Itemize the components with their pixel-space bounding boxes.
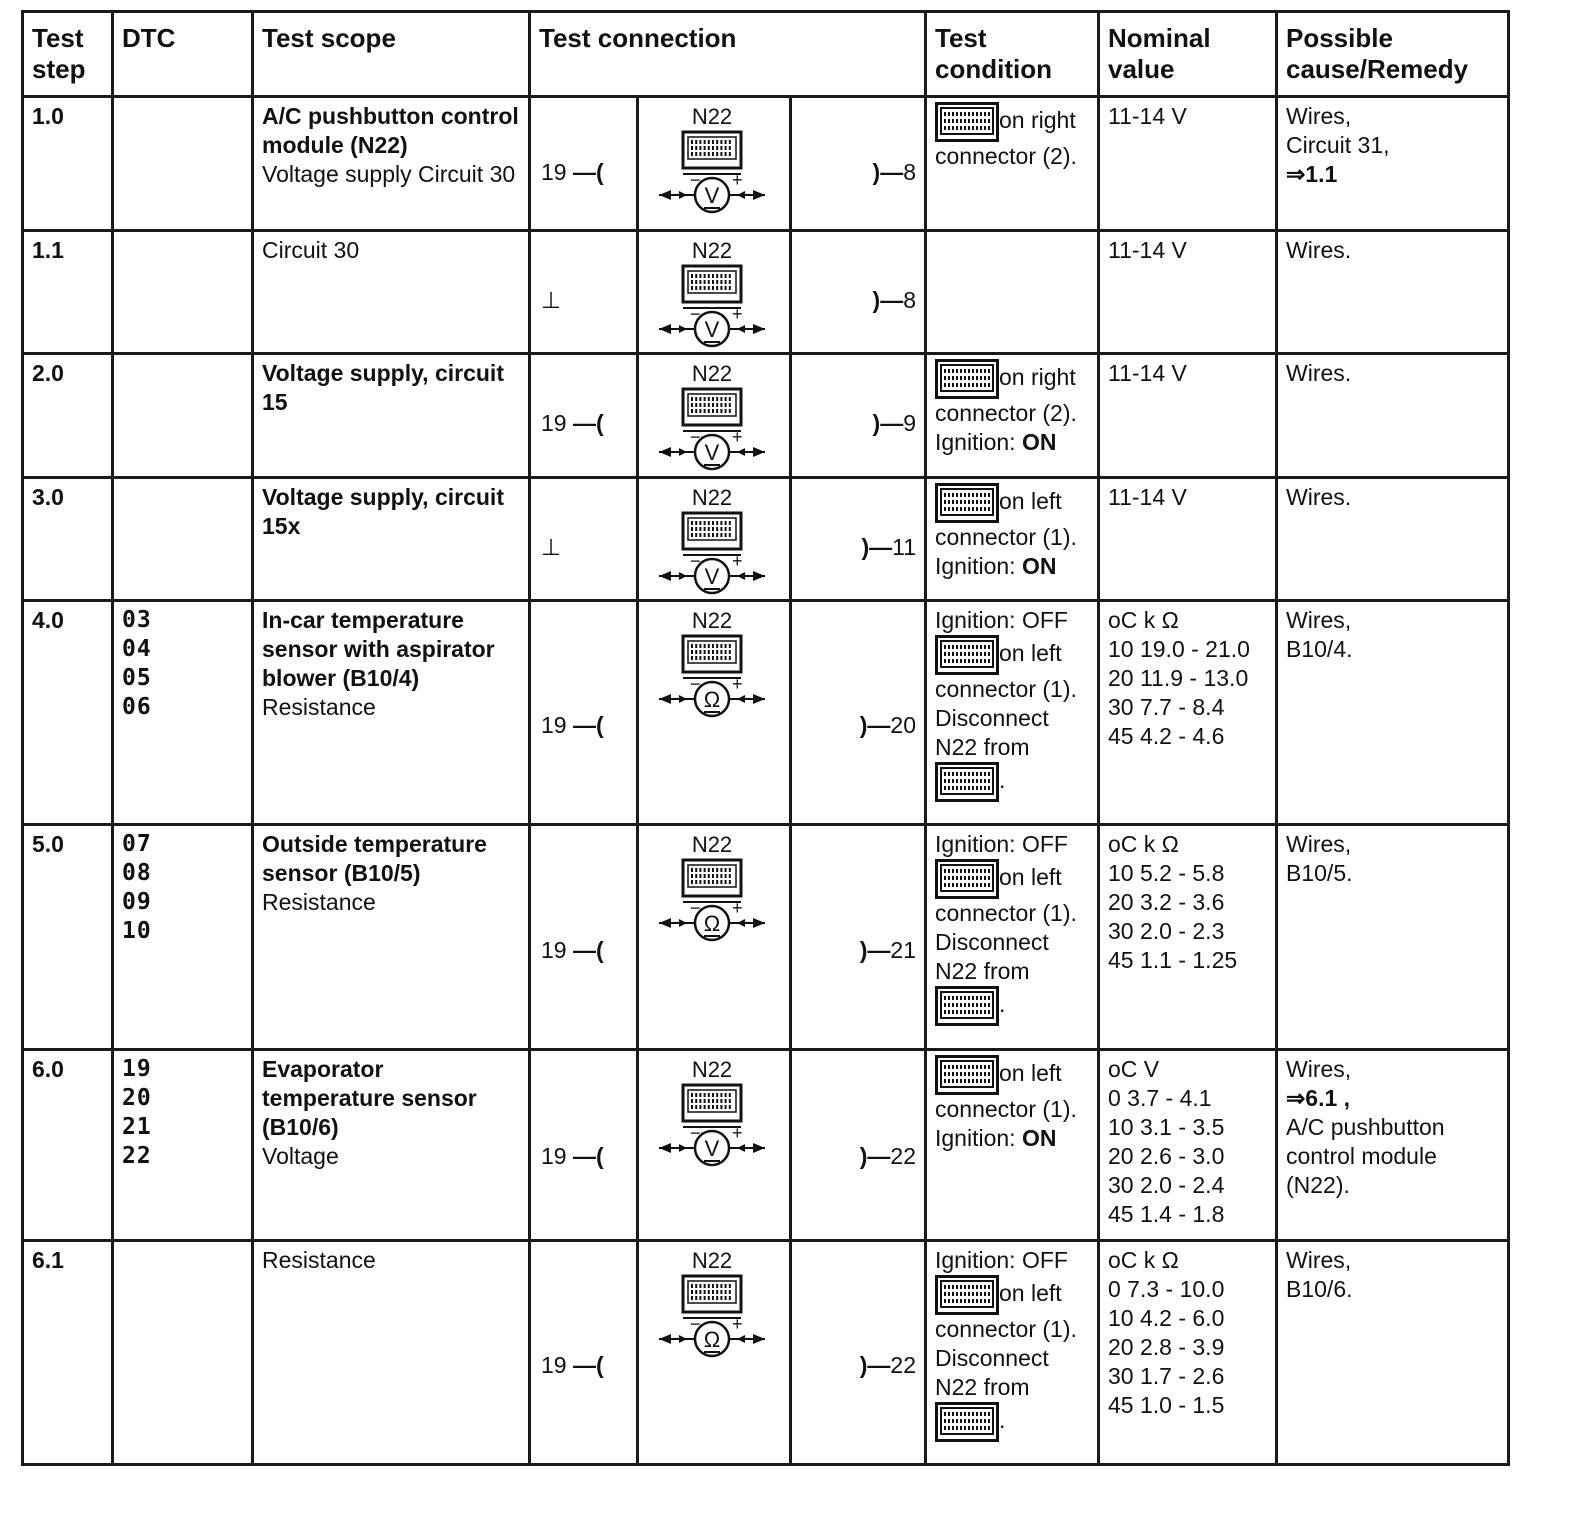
right-pin: )—20 <box>859 712 916 738</box>
test-step-cell <box>23 478 113 601</box>
remedy-cell <box>1277 825 1509 1050</box>
dtc-code: 22 <box>122 1143 152 1169</box>
test-step-cell <box>23 1241 113 1465</box>
meter-icon <box>657 387 767 477</box>
connector-icon <box>935 986 999 1026</box>
meter-icon <box>657 634 767 724</box>
svg-text:Ω: Ω <box>703 911 721 936</box>
header-remedy: Possible cause/Remedy <box>1277 12 1509 97</box>
svg-text:+: + <box>732 674 743 694</box>
meter-icon <box>657 1274 767 1364</box>
dtc-code: 21 <box>122 1114 152 1140</box>
condition-ignition-state: ON <box>1021 1125 1057 1151</box>
condition-ignition: Ignition: OFF <box>935 831 1068 857</box>
module-label: N22 <box>691 608 733 633</box>
meter-diagram <box>657 485 767 608</box>
scope-detail: Resistance <box>262 694 376 720</box>
condition-connector: on right connector (2). <box>935 364 1077 426</box>
condition-ignition-state: ON <box>1021 553 1057 579</box>
connector-icon <box>935 1055 999 1095</box>
connector-icon <box>935 359 999 399</box>
remedy-text: B10/4. <box>1286 636 1353 662</box>
nominal-value: 10 3.1 - 3.5 <box>1108 1114 1225 1140</box>
condition-disconnect: Disconnect N22 from <box>935 1345 1049 1400</box>
right-pin: )—9 <box>872 410 916 436</box>
table-row <box>23 478 1509 601</box>
condition-ignition-state: ON <box>1021 429 1057 455</box>
remedy-text: B10/5. <box>1286 860 1353 886</box>
header-nominal-value: Nominal value <box>1099 12 1277 97</box>
remedy-text: Wires. <box>1286 360 1352 386</box>
test-step: 5.0 <box>32 831 64 857</box>
condition-ignition: Ignition: <box>935 429 1016 455</box>
test-step: 4.0 <box>32 607 64 633</box>
svg-text:Ω: Ω <box>703 687 721 712</box>
left-pin: 19 —( <box>541 159 604 185</box>
nominal-value: 20 3.2 - 3.6 <box>1108 889 1225 915</box>
remedy-cell <box>1277 97 1509 231</box>
meter-diagram <box>657 1248 767 1371</box>
dtc-code: 05 <box>122 665 152 691</box>
right-pin: )—21 <box>859 937 916 963</box>
dtc-code: 04 <box>122 636 152 662</box>
svg-text:V: V <box>704 1136 720 1161</box>
module-label: N22 <box>691 361 733 386</box>
test-condition-cell <box>926 478 1099 601</box>
nominal-value-cell <box>1099 825 1277 1050</box>
remedy-text: A/C pushbutton control module (N22). <box>1286 1114 1445 1198</box>
dtc-code: 08 <box>122 860 152 886</box>
remedy-text: Wires, <box>1286 1056 1352 1082</box>
right-pin: )—22 <box>859 1143 916 1169</box>
nominal-value: 45 1.1 - 1.25 <box>1108 947 1238 973</box>
right-pin: )—22 <box>859 1352 916 1378</box>
left-pin: 19 —( <box>541 1352 604 1378</box>
test-step: 1.1 <box>32 237 64 263</box>
header-dtc: DTC <box>113 12 253 97</box>
nominal-value-cell <box>1099 478 1277 601</box>
test-step: 3.0 <box>32 484 64 510</box>
test-step: 2.0 <box>32 360 64 386</box>
test-scope-cell <box>253 478 530 601</box>
connector-icon <box>935 1275 999 1315</box>
svg-text:V: V <box>704 183 720 208</box>
svg-text:V: V <box>704 317 720 342</box>
test-condition-cell <box>926 231 1099 354</box>
nominal-value-cell <box>1099 1241 1277 1465</box>
scope-title: In-car temperature sensor with aspirator blower (B10/4) <box>262 607 495 691</box>
test-connection-cell <box>530 1241 926 1465</box>
scope-detail: Resistance <box>262 889 376 915</box>
svg-text:+: + <box>732 551 743 571</box>
remedy-text: Wires, <box>1286 103 1352 129</box>
test-scope-cell <box>253 354 530 478</box>
dtc-cell <box>113 231 253 354</box>
nominal-value: 20 2.6 - 3.0 <box>1108 1143 1225 1169</box>
remedy-text: Wires. <box>1286 237 1352 263</box>
dtc-cell <box>113 354 253 478</box>
remedy-cell <box>1277 478 1509 601</box>
nominal-value: 0 3.7 - 4.1 <box>1108 1085 1212 1111</box>
header-test-step: Test step <box>23 12 113 97</box>
test-connection-cell <box>530 825 926 1050</box>
nominal-value: 20 2.8 - 3.9 <box>1108 1334 1225 1360</box>
svg-text:+: + <box>732 898 743 918</box>
test-condition-cell <box>926 354 1099 478</box>
header-row <box>23 12 1509 97</box>
right-pin: )—8 <box>872 159 916 185</box>
module-label: N22 <box>691 485 733 510</box>
remedy-cell <box>1277 1050 1509 1241</box>
test-step-cell <box>23 601 113 825</box>
table-row <box>23 601 1509 825</box>
nominal-value-cell <box>1099 1050 1277 1241</box>
remedy-cell <box>1277 354 1509 478</box>
test-connection-cell <box>530 1050 926 1241</box>
scope-title: Voltage supply, circuit 15x <box>262 484 504 539</box>
connector-icon <box>935 762 999 802</box>
remedy-text: Wires. <box>1286 484 1352 510</box>
nominal-value-cell <box>1099 354 1277 478</box>
test-step: 6.1 <box>32 1247 64 1273</box>
condition-disconnect: Disconnect N22 from <box>935 705 1049 760</box>
scope-detail: Voltage supply Circuit 30 <box>262 161 516 187</box>
test-condition-cell <box>926 97 1099 231</box>
dtc-cell <box>113 1241 253 1465</box>
module-label: N22 <box>691 104 733 129</box>
nominal-value: 30 2.0 - 2.4 <box>1108 1172 1225 1198</box>
test-condition-cell: Ignition: OFF on left connector (1). Disconnect N22 from . <box>926 601 1099 825</box>
nominal-value: 30 2.0 - 2.3 <box>1108 918 1225 944</box>
condition-connector: on left connector (1). <box>935 1060 1077 1122</box>
left-pin: 19 —( <box>541 1143 604 1169</box>
module-label: N22 <box>691 832 733 857</box>
meter-icon <box>657 130 767 220</box>
test-step-cell <box>23 1050 113 1241</box>
remedy-text: Wires, <box>1286 1247 1352 1273</box>
meter-diagram <box>657 832 767 955</box>
test-scope-cell <box>253 1241 530 1465</box>
condition-ignition: Ignition: <box>935 1125 1016 1151</box>
condition-ignition: Ignition: OFF <box>935 1247 1068 1273</box>
nominal-value: oC k Ω <box>1108 1247 1179 1273</box>
remedy-text: B10/6. <box>1286 1276 1353 1302</box>
svg-text:+: + <box>732 1123 743 1143</box>
test-scope-cell <box>253 825 530 1050</box>
table-row <box>23 231 1509 354</box>
svg-text:Ω: Ω <box>703 1327 721 1352</box>
remedy-cell <box>1277 231 1509 354</box>
table-row <box>23 97 1509 231</box>
nominal-value: 10 4.2 - 6.0 <box>1108 1305 1225 1331</box>
condition-ignition: Ignition: OFF <box>935 607 1068 633</box>
svg-text:V: V <box>704 564 720 589</box>
nominal-value-cell <box>1099 231 1277 354</box>
nominal-value: 45 1.0 - 1.5 <box>1108 1392 1225 1418</box>
meter-diagram <box>657 361 767 484</box>
test-step-cell <box>23 825 113 1050</box>
remedy-cell <box>1277 1241 1509 1465</box>
svg-text:−: − <box>690 170 701 190</box>
nominal-value: 11-14 V <box>1108 360 1187 386</box>
nominal-value: 20 11.9 - 13.0 <box>1108 665 1249 691</box>
svg-text:+: + <box>732 170 743 190</box>
dtc-cell <box>113 478 253 601</box>
svg-text:+: + <box>732 1314 743 1334</box>
meter-icon <box>657 1083 767 1173</box>
nominal-value: 30 7.7 - 8.4 <box>1108 694 1225 720</box>
header-test-scope: Test scope <box>253 12 530 97</box>
nominal-value: 11-14 V <box>1108 484 1187 510</box>
condition-disconnect: Disconnect N22 from <box>935 929 1049 984</box>
table-row <box>23 825 1509 1050</box>
test-condition-cell: Ignition: OFF on left connector (1). Disconnect N22 from . <box>926 825 1099 1050</box>
nominal-value: 45 1.4 - 1.8 <box>1108 1201 1225 1227</box>
remedy-text: Wires, <box>1286 831 1352 857</box>
meter-diagram <box>657 238 767 361</box>
condition-connector: on left connector (1). <box>935 488 1077 550</box>
connector-icon <box>935 859 999 899</box>
svg-text:−: − <box>690 898 701 918</box>
scope-title: Voltage supply, circuit 15 <box>262 360 504 415</box>
test-step: 1.0 <box>32 103 64 129</box>
left-pin: 19 —( <box>541 712 604 738</box>
remedy-cell <box>1277 601 1509 825</box>
module-label: N22 <box>691 1248 733 1273</box>
test-scope-cell <box>253 601 530 825</box>
remedy-link[interactable]: ⇒6.1 , <box>1286 1085 1351 1111</box>
right-pin: )—11 <box>861 534 916 560</box>
left-pin: 19 —( <box>541 937 604 963</box>
condition-connector: on left connector (1). <box>935 864 1077 926</box>
test-step-cell <box>23 354 113 478</box>
module-label: N22 <box>691 1057 733 1082</box>
connector-icon <box>935 483 999 523</box>
dtc-code: 19 <box>122 1056 152 1082</box>
test-step: 6.0 <box>32 1056 64 1082</box>
test-connection-cell <box>530 478 926 601</box>
header-test-condition: Test condition <box>926 12 1099 97</box>
condition-ignition: Ignition: <box>935 553 1016 579</box>
scope-title: Evaporator temperature sensor (B10/6) <box>262 1056 477 1140</box>
right-pin: )—8 <box>872 287 916 313</box>
table-row <box>23 354 1509 478</box>
nominal-value-cell <box>1099 97 1277 231</box>
condition-connector: on right connector (2). <box>935 107 1077 169</box>
dtc-cell <box>113 1050 253 1241</box>
module-label: N22 <box>691 238 733 263</box>
meter-diagram <box>657 1057 767 1180</box>
svg-text:−: − <box>690 304 701 324</box>
dtc-code: 09 <box>122 889 152 915</box>
svg-text:−: − <box>690 551 701 571</box>
svg-text:V: V <box>704 440 720 465</box>
nominal-value-cell <box>1099 601 1277 825</box>
nominal-value: oC V <box>1108 1056 1160 1082</box>
nominal-value: 0 7.3 - 10.0 <box>1108 1276 1225 1302</box>
scope-detail: Resistance <box>262 1247 376 1273</box>
dtc-cell <box>113 97 253 231</box>
left-pin: ⊥ <box>541 534 562 560</box>
test-connection-cell <box>530 97 926 231</box>
remedy-text: Circuit 31, <box>1286 132 1390 158</box>
nominal-value: oC k Ω <box>1108 831 1179 857</box>
condition-connector: on left connector (1). <box>935 640 1077 702</box>
test-step-cell <box>23 231 113 354</box>
scope-title: Outside temperature sensor (B10/5) <box>262 831 487 886</box>
scope-detail: Circuit 30 <box>262 237 360 263</box>
test-step-cell <box>23 97 113 231</box>
header-test-connection: Test connection <box>530 12 926 97</box>
dtc-code: 03 <box>122 607 152 633</box>
remedy-text: Wires, <box>1286 607 1352 633</box>
table-row <box>23 1241 1509 1465</box>
test-scope-cell <box>253 1050 530 1241</box>
svg-text:−: − <box>690 1123 701 1143</box>
connector-icon <box>935 1402 999 1442</box>
left-pin: 19 —( <box>541 410 604 436</box>
scope-title: A/C pushbutton control module (N22) <box>262 103 519 158</box>
remedy-link[interactable]: ⇒1.1 <box>1286 161 1338 187</box>
nominal-value: 11-14 V <box>1108 103 1187 129</box>
test-scope-cell <box>253 97 530 231</box>
test-connection-cell <box>530 601 926 825</box>
svg-text:+: + <box>732 427 743 447</box>
meter-icon <box>657 858 767 948</box>
nominal-value: oC k Ω <box>1108 607 1179 633</box>
dtc-code: 07 <box>122 831 152 857</box>
nominal-value: 45 4.2 - 4.6 <box>1108 723 1225 749</box>
test-table <box>21 10 1510 1466</box>
meter-icon <box>657 264 767 354</box>
svg-text:−: − <box>690 1314 701 1334</box>
svg-text:−: − <box>690 674 701 694</box>
test-connection-cell <box>530 354 926 478</box>
dtc-code: 10 <box>122 918 152 944</box>
test-connection-cell <box>530 231 926 354</box>
dtc-cell <box>113 825 253 1050</box>
meter-icon <box>657 511 767 601</box>
connector-icon <box>935 635 999 675</box>
meter-diagram <box>657 608 767 731</box>
nominal-value: 30 1.7 - 2.6 <box>1108 1363 1225 1389</box>
nominal-value: 11-14 V <box>1108 237 1187 263</box>
nominal-value: 10 19.0 - 21.0 <box>1108 636 1250 662</box>
table-row <box>23 1050 1509 1241</box>
meter-diagram <box>657 104 767 227</box>
test-condition-cell <box>926 1050 1099 1241</box>
scope-detail: Voltage <box>262 1143 339 1169</box>
svg-text:−: − <box>690 427 701 447</box>
connector-icon <box>935 102 999 142</box>
test-scope-cell <box>253 231 530 354</box>
svg-text:+: + <box>732 304 743 324</box>
dtc-cell <box>113 601 253 825</box>
dtc-code: 06 <box>122 694 152 720</box>
condition-connector: on left connector (1). <box>935 1280 1077 1342</box>
dtc-code: 20 <box>122 1085 152 1111</box>
left-pin: ⊥ <box>541 287 562 313</box>
test-condition-cell: Ignition: OFF on left connector (1). Disconnect N22 from . <box>926 1241 1099 1465</box>
nominal-value: 10 5.2 - 5.8 <box>1108 860 1225 886</box>
